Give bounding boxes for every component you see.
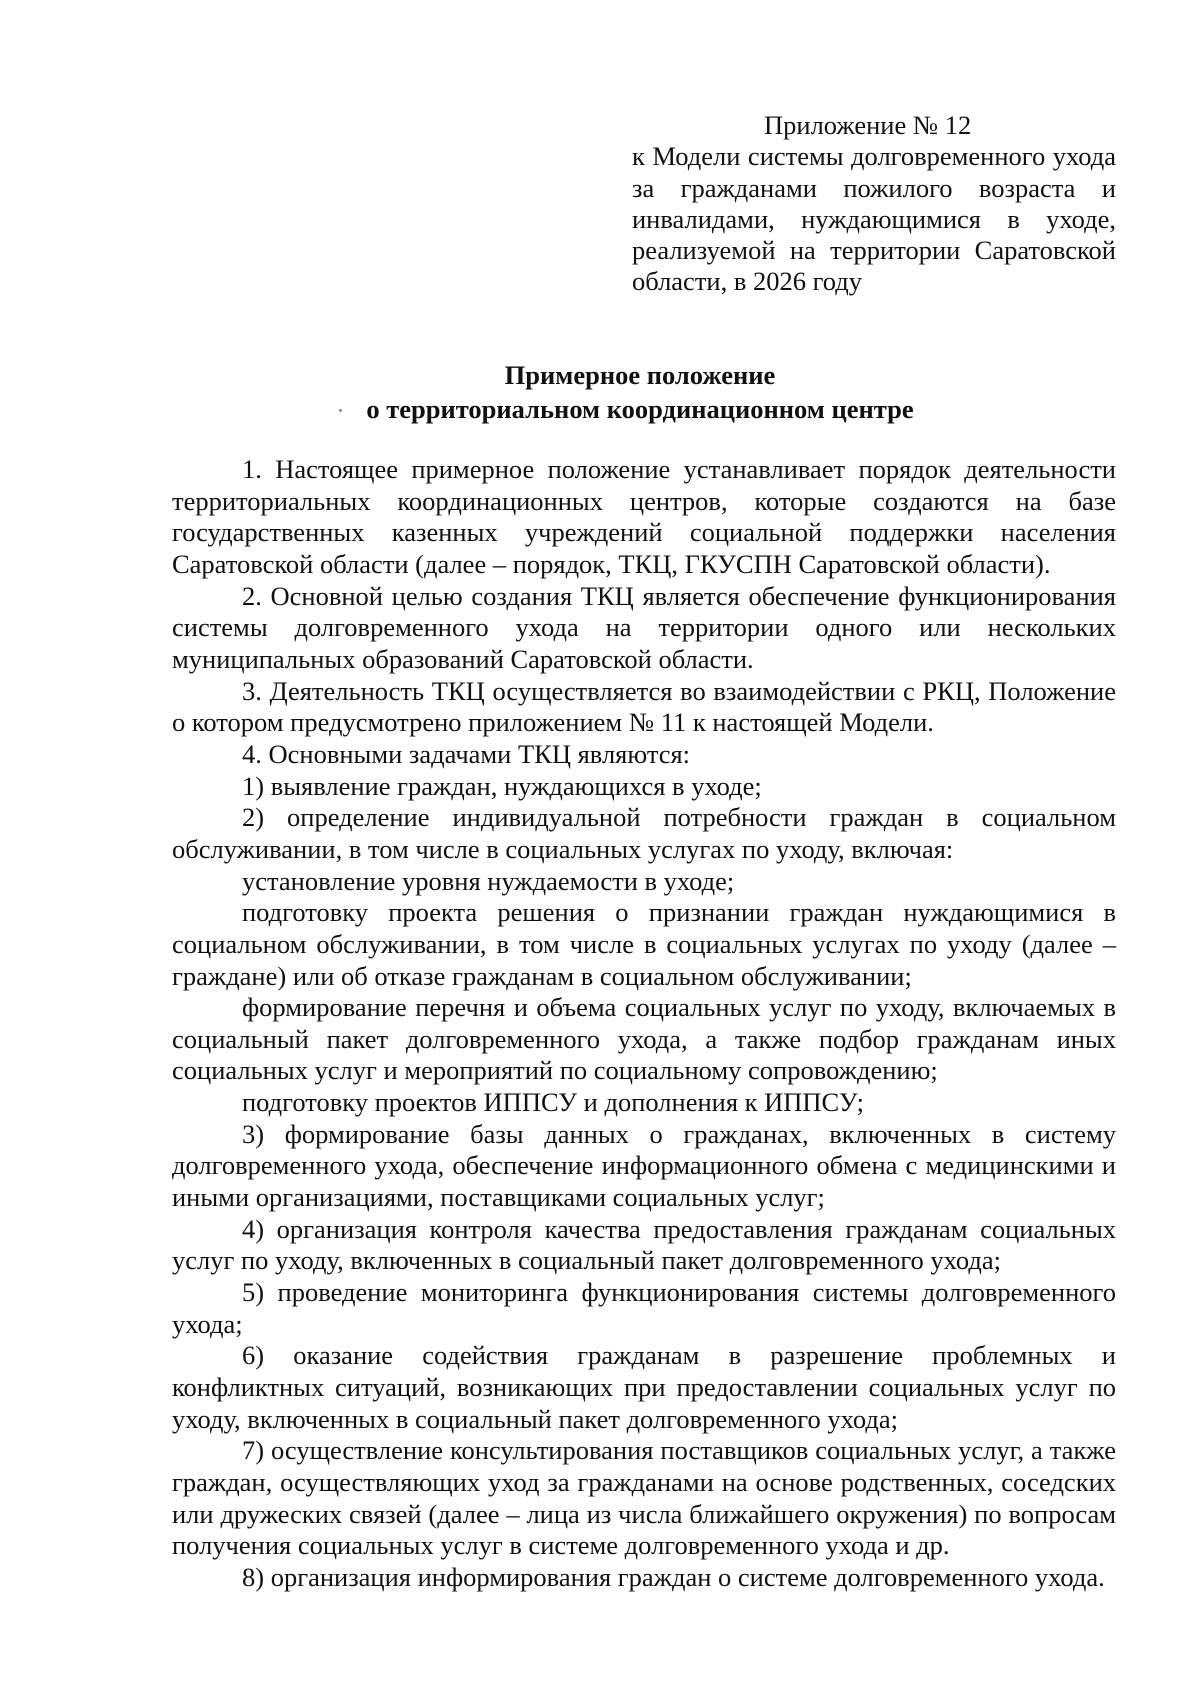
paragraph: 4. Основными задачами ТКЦ являются: <box>242 738 691 769</box>
document-body <box>172 454 1116 1594</box>
paragraph: 3. Деятельность ТКЦ осуществляется во взаимодействии с РКЦ, Положение о котором предусмотрено приложением № 11 к настоящей Модели. <box>172 675 1116 738</box>
paragraph: установление уровня нуждаемости в уходе; <box>242 865 735 896</box>
document-heading <box>170 358 1110 426</box>
paragraph: 4) организация контроля качества предоставления гражданам социальных услуг по уходу, включенных в социальный пакет долговременного ухода; <box>172 1213 1116 1276</box>
annex-block <box>632 110 1116 298</box>
annex-reference-text: к Модели системы долговременного ухода за гражданами пожилого возраста и инвалидами, нуждающимися в уходе, реализуемой на территории Саратовской области, в 2026 году <box>632 141 1116 297</box>
paragraph: формирование перечня и объема социальных услуг по уходу, включаемых в социальный пакет долговременного ухода, а также подбор гражданам иных социальных услуг и мероприятий по социальному сопровождению; <box>172 992 1116 1086</box>
paragraph: подготовку проектов ИППСУ и дополнения к ИППСУ; <box>242 1087 864 1118</box>
paragraph: 7) осуществление консультирования поставщиков социальных услуг, а также граждан, осуществляющих уход за гражданами на основе родственных, соседских или дружеских связей (далее – лица из числа ближайшего окружения) по вопросам получения социальных услуг в системе долговременного ухода и др. <box>172 1435 1116 1561</box>
paragraph: 5) проведение мониторинга функционирования системы долговременного ухода; <box>172 1277 1116 1339</box>
scan-artifact <box>339 409 342 412</box>
heading-line-1: Примерное положение <box>504 360 776 390</box>
paragraph: 3) формирование базы данных о гражданах, включенных в систему долговременного ухода, обеспечение информационного обмена с медицинскими и иными организациями, поставщиками социальных услуг; <box>172 1118 1116 1213</box>
paragraph: подготовку проекта решения о признании граждан нуждающимися в социальном обслуживании, в том числе в социальных услугах по уходу (далее – граждане) или об отказе гражданам в социальном обслуживании; <box>172 897 1116 991</box>
paragraph: 2) определение индивидуальной потребности граждан в социальном обслуживании, в том числе в социальных услугах по уходу, включая: <box>172 802 1116 864</box>
paragraph: 8) организация информирования граждан о системе долговременного ухода. <box>242 1561 1105 1592</box>
paragraph: 1) выявление граждан, нуждающихся в уходе; <box>242 770 762 801</box>
paragraph: 2. Основной целью создания ТКЦ является обеспечение функционирования системы долговременного ухода на территории одного или нескольких муниципальных образований Саратовской области. <box>172 580 1116 674</box>
annex-title: Приложение № 12 <box>764 110 972 140</box>
paragraph: 6) оказание содействия гражданам в разрешение проблемных и конфликтных ситуаций, возникающих при предоставлении социальных услуг по уходу, включенных в социальный пакет долговременного ухода; <box>172 1340 1116 1434</box>
heading-line-2: о территориальном координационном центре <box>366 394 914 424</box>
paragraph: 1. Настоящее примерное положение устанавливает порядок деятельности территориальных координационных центров, которые создаются на базе государственных казенных учреждений социальной поддержки населения Саратовской области (далее – порядок, ТКЦ, ГКУСПН Саратовской области). <box>172 454 1116 579</box>
